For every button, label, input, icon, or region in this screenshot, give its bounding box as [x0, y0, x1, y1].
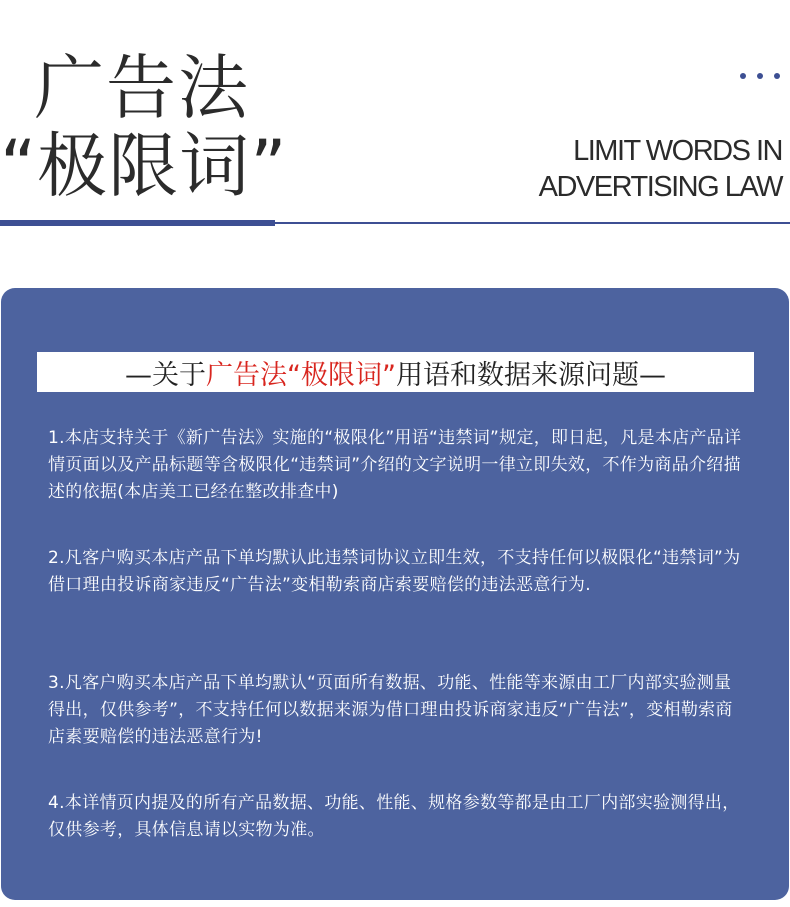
- english-title: [539, 133, 782, 205]
- notice-paragraph-1: 1.本店支持关于《新广告法》实施的“极限化”用语“违禁词”规定，即日起，凡是本店产品详情页面以及产品标题等含极限化“违禁词”介绍的文字说明一律立即失效，不作为商品介绍描述的依据(本店美工已经在整改排查中): [48, 428, 742, 502]
- dot-icon: [774, 73, 780, 79]
- dots-decoration: [740, 73, 780, 79]
- header-divider-accent: [0, 220, 275, 226]
- dot-icon: [757, 73, 763, 79]
- banner-suffix: 用语和数据来源问题—: [395, 359, 666, 391]
- dot-icon: [740, 73, 746, 79]
- banner-highlight: 广告法“极限词”: [206, 359, 396, 391]
- page-title-line2: “极限词”: [0, 125, 288, 207]
- notice-paragraph-3: 3.凡客户购买本店产品下单均默认“页面所有数据、功能、性能等来源由工厂内部实验测量得出，仅供参考”，不支持任何以数据来源为借口理由投诉商家违反“广告法”，变相勒索商店素要赔偿的违法恶意行为!: [48, 673, 733, 747]
- notice-banner: [37, 352, 754, 392]
- page-title-line1: 广告法: [34, 47, 250, 129]
- notice-panel: [1, 288, 789, 900]
- notice-paragraph-4: 4.本详情页内提及的所有产品数据、功能、性能、规格参数等都是由工厂内部实验测得出，仅供参考，具体信息请以实物为准。: [48, 793, 740, 840]
- english-title-line2: ADVERTISING LAW: [538, 171, 782, 203]
- english-title-line1: LIMIT WORDS IN: [573, 135, 782, 167]
- notice-paragraph-2: 2.凡客户购买本店产品下单均默认此违禁词协议立即生效，不支持任何以极限化“违禁词”为借口理由投诉商家违反“广告法”变相勒索商店索要赔偿的违法恶意行为.: [48, 548, 741, 595]
- header: [0, 0, 790, 260]
- banner-prefix: —关于: [125, 359, 206, 391]
